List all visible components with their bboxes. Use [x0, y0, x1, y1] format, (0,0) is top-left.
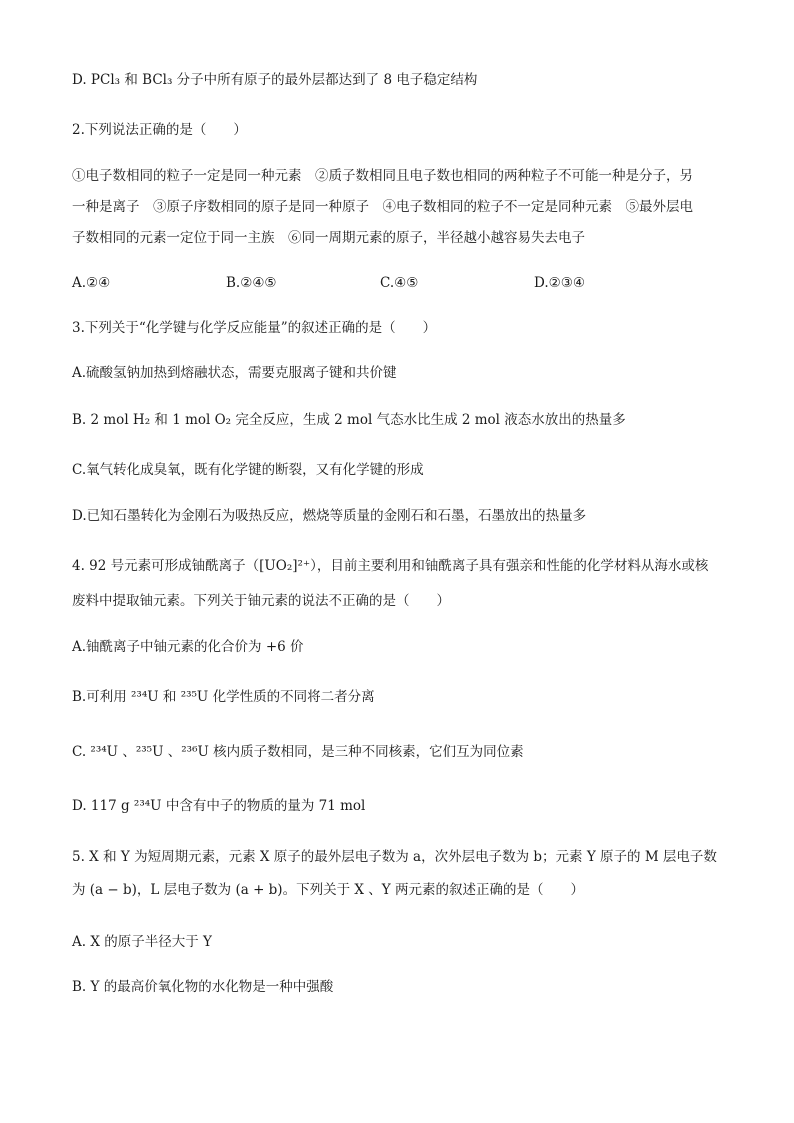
q3-option-a: A.硫酸氢钠加热到熔融状态，需要克服离子键和共价键	[72, 365, 397, 381]
q4-option-b: B.可利用 ²³⁴U 和 ²³⁵U 化学性质的不同将二者分离	[72, 689, 375, 705]
q2-option-d: D.②③④	[534, 275, 585, 291]
q3-stem: 3.下列关于“化学键与化学反应能量”的叙述正确的是（ ）	[72, 320, 437, 336]
q2-option-c: C.④⑤	[380, 275, 419, 291]
q3-option-d: D.已知石墨转化为金刚石为吸热反应，燃烧等质量的金刚石和石墨，石墨放出的热量多	[72, 508, 587, 524]
q2-statement-line: 一种是离子 ③原子序数相同的原子是同一种原子 ④电子数相同的粒子不一定是同种元素 ⑤最外层电	[72, 199, 693, 215]
q5-option-a: A. X 的原子半径大于 Y	[72, 934, 212, 950]
q4-stem-line: 4. 92 号元素可形成铀酰离子（[UO₂]²⁺），目前主要利用和铀酰离子具有强亲和性能的化学材料从海水或核	[72, 558, 709, 574]
q2-stem: 2.下列说法正确的是（ ）	[72, 122, 247, 138]
q4-option-c: C. ²³⁴U 、²³⁵U 、²³⁶U 核内质子数相同，是三种不同核素，它们互为同位素	[72, 744, 524, 760]
q2-option-b: B.②④⑤	[226, 275, 277, 291]
q4-stem-line: 废料中提取铀元素。下列关于铀元素的说法不正确的是（ ）	[72, 593, 450, 609]
q5-option-b: B. Y 的最高价氧化物的水化物是一种中强酸	[72, 979, 334, 995]
q3-option-b: B. 2 mol H₂ 和 1 mol O₂ 完全反应，生成 2 mol 气态水比生成 2 mol 液态水放出的热量多	[72, 412, 626, 428]
q2-statement-line: 子数相同的元素一定位于同一主族 ⑥同一周期元素的原子，半径越小越容易失去电子	[72, 230, 585, 246]
q3-option-c: C.氧气转化成臭氧，既有化学键的断裂，又有化学键的形成	[72, 462, 424, 478]
q5-stem-line: 为 (a − b)，L 层电子数为 (a + b)。下列关于 X 、Y 两元素的叙述正确的是（ ）	[72, 882, 584, 898]
q1-option-d: D. PCl₃ 和 BCl₃ 分子中所有原子的最外层都达到了 8 电子稳定结构	[72, 72, 478, 88]
q5-stem-line: 5. X 和 Y 为短周期元素，元素 X 原子的最外层电子数为 a，次外层电子数为 b；元素 Y 原子的 M 层电子数	[72, 849, 717, 865]
q4-option-a: A.铀酰离子中铀元素的化合价为 +6 价	[72, 639, 304, 655]
q4-option-d: D. 117 g ²³⁴U 中含有中子的物质的量为 71 mol	[72, 798, 366, 814]
q2-statement-line: ①电子数相同的粒子一定是同一种元素 ②质子数相同且电子数也相同的两种粒子不可能一种是分子，另	[72, 168, 693, 184]
q2-option-a: A.②④	[72, 275, 111, 291]
